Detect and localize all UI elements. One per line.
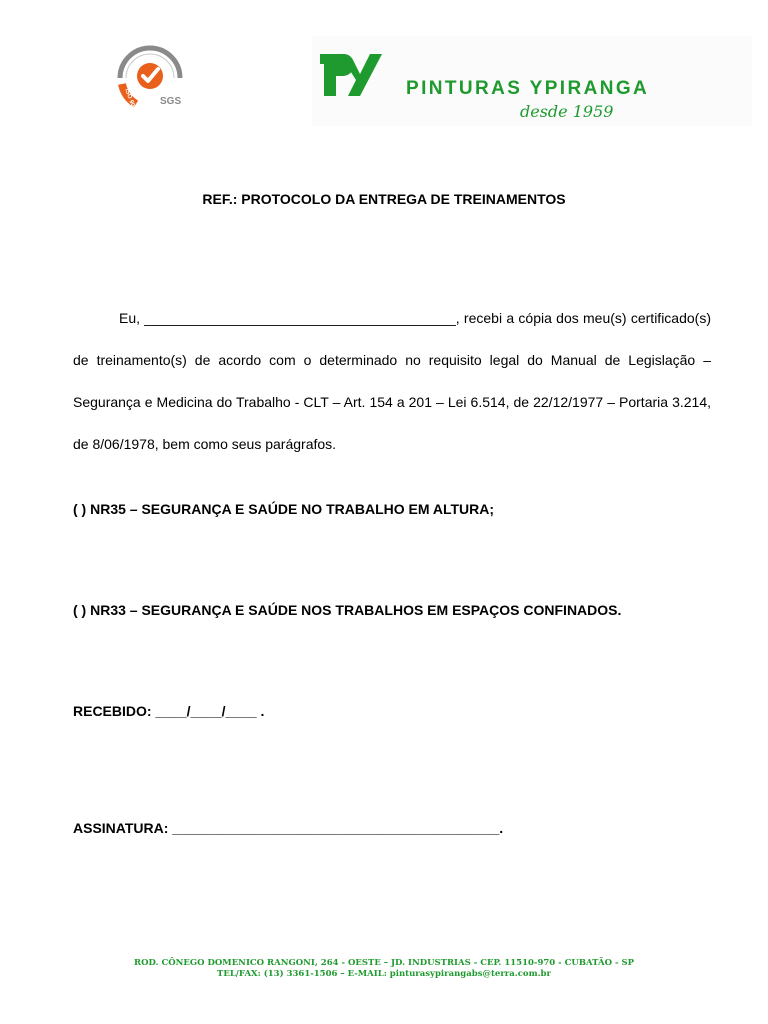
company-logo bbox=[312, 36, 752, 126]
sgs-certification-logo bbox=[112, 38, 188, 108]
document-title: REF.: PROTOCOLO DA ENTREGA DE TREINAMENTOS bbox=[202, 191, 566, 207]
py-monogram-icon bbox=[318, 50, 384, 100]
sgs-seal-icon bbox=[112, 38, 188, 108]
footer-contact: TEL/FAX: (13) 3361-1506 – E-MAIL: pinturasypirangabs@terra.com.br bbox=[217, 969, 551, 979]
company-name: PINTURAS YPIRANGA bbox=[406, 78, 650, 99]
option-nr33[interactable]: ( ) NR33 – SEGURANÇA E SAÚDE NOS TRABALHOS EM ESPAÇOS CONFINADOS. bbox=[73, 602, 622, 618]
company-since: desde 1959 bbox=[520, 102, 614, 121]
received-date-field[interactable]: RECEBIDO: ____/____/____ . bbox=[73, 703, 265, 719]
svg-text:SGS: SGS bbox=[160, 96, 182, 107]
svg-text:ISO 9001: ISO 9001 bbox=[123, 88, 138, 108]
option-nr35[interactable]: ( ) NR35 – SEGURANÇA E SAÚDE NO TRABALHO EM ALTURA; bbox=[73, 501, 495, 517]
declaration-paragraph: Eu, ________________________________________, recebi a cópia dos meu(s) certificado(s) de treinamento(s) de acordo com o determinado no requisito legal do Manual de Legislação – Segurança e Medicina do Trabalho - CLT – Art. 154 a 201 – Lei 6.514, de 22/12/1977 – Portaria 3.214, de 8/06/1978, bem como seus parágrafos. bbox=[73, 310, 711, 452]
signature-field[interactable]: ASSINATURA: __________________________________________. bbox=[73, 820, 504, 836]
footer-address: ROD. CÔNEGO DOMENICO RANGONI, 264 - OESTE – JD. INDUSTRIAS - CEP. 11510-970 - CUBATÃO - SP bbox=[134, 958, 634, 968]
